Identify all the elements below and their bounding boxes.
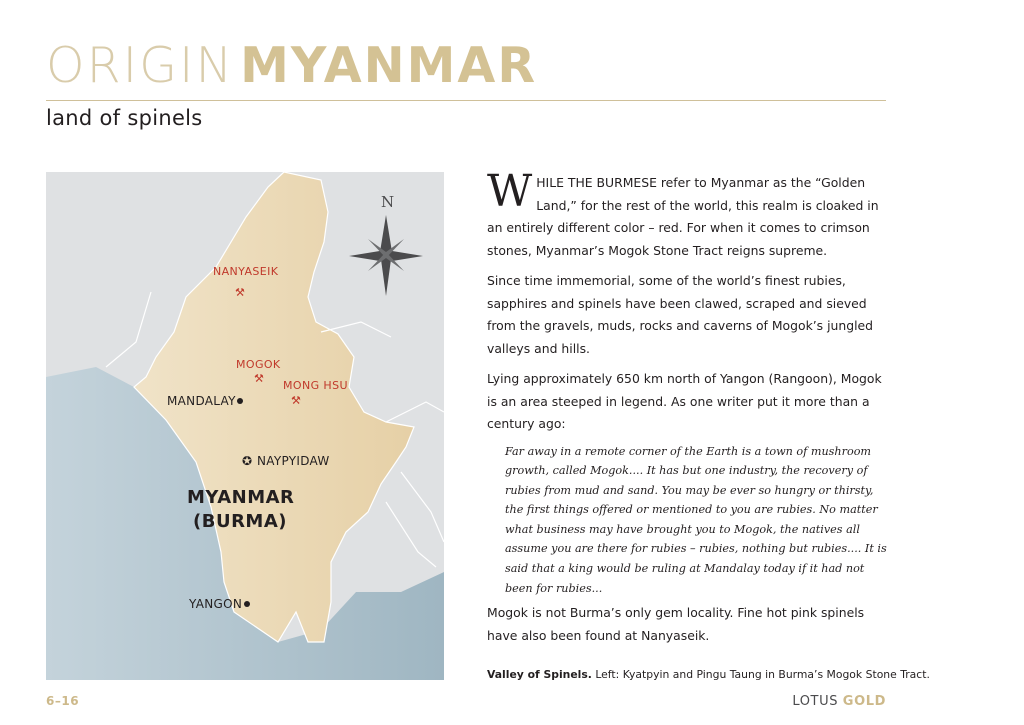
paragraph-location: Lying approximately 650 km north of Yangon (Rangoon), Mogok is an area steeped in legend. As one writer put it more than a century ago: [487, 371, 882, 431]
title-country: MYANMAR [240, 37, 538, 94]
compass-north-label: N [381, 193, 395, 211]
page-subtitle: land of spinels [46, 106, 203, 130]
capital-star-icon: ✪ [242, 454, 253, 468]
myanmar-map [46, 172, 444, 680]
paragraph-nanyaseik: Mogok is not Burma’s only gem locality. Fine hot pink spinels have also been found at Nanyaseik. [487, 605, 865, 643]
label-naypyidaw: NAYPYIDAW [257, 454, 330, 468]
article-body [487, 166, 889, 655]
brand-logo [792, 694, 886, 709]
caption-title: Valley of Spinels. [487, 668, 592, 681]
label-mandalay: MANDALAY [167, 394, 236, 408]
label-yangon: YANGON [189, 597, 243, 611]
country-label-alt: (BURMA) [193, 511, 287, 532]
page-title [46, 36, 537, 96]
mine-icon: ⚒ [291, 394, 302, 407]
map-svg [46, 172, 444, 680]
country-label: MYANMAR [187, 487, 295, 508]
title-rule [46, 100, 886, 101]
city-dot-icon [237, 398, 243, 404]
photo-caption [487, 668, 930, 681]
mine-icon: ⚒ [254, 372, 265, 385]
paragraph-intro [487, 166, 889, 262]
brand-lotus: LOTUS [792, 694, 839, 709]
page-number: 6–16 [46, 694, 80, 708]
city-dot-icon [244, 601, 250, 607]
drop-cap: W [487, 166, 533, 217]
title-origin: ORIGIN [46, 37, 235, 94]
label-mong-hsu: MONG HSU [283, 379, 348, 392]
caption-text: Left: Kyatpyin and Pingu Taung in Burma’s Mogok Stone Tract. [591, 668, 930, 681]
brand-gold: GOLD [842, 694, 886, 709]
label-mogok: MOGOK [236, 358, 281, 371]
paragraph-intro-text: HILE THE BURMESE refer to Myanmar as the “Golden Land,” for the rest of the world, this realm is cloaked in an entirely different color – red. For when it comes to crimson stones, Myanmar’s Mogok Stone Tract reigns supreme. [487, 175, 879, 258]
paragraph-history: Since time immemorial, some of the world’s finest rubies, sapphires and spinels have been clawed, scraped and sieved from the gravels, muds, rocks and caverns of Mogok’s jungled valleys and hills. [487, 273, 874, 356]
block-quote: Far away in a remote corner of the Earth is a town of mushroom growth, called Mogok.... It has but one industry, the recovery of rubies from mud and sand. You may be ever so hungry or thirsty, the first things offered or mentioned to you are rubies. No matter what business may have brought you to Mogok, the natives all assume you are there for rubies – rubies, nothing but rubies.... It is said that a king would be ruling at Mandalay today if it had not been for rubies... [505, 444, 887, 595]
mine-icon: ⚒ [235, 286, 246, 299]
label-nanyaseik: NANYASEIK [213, 265, 279, 278]
